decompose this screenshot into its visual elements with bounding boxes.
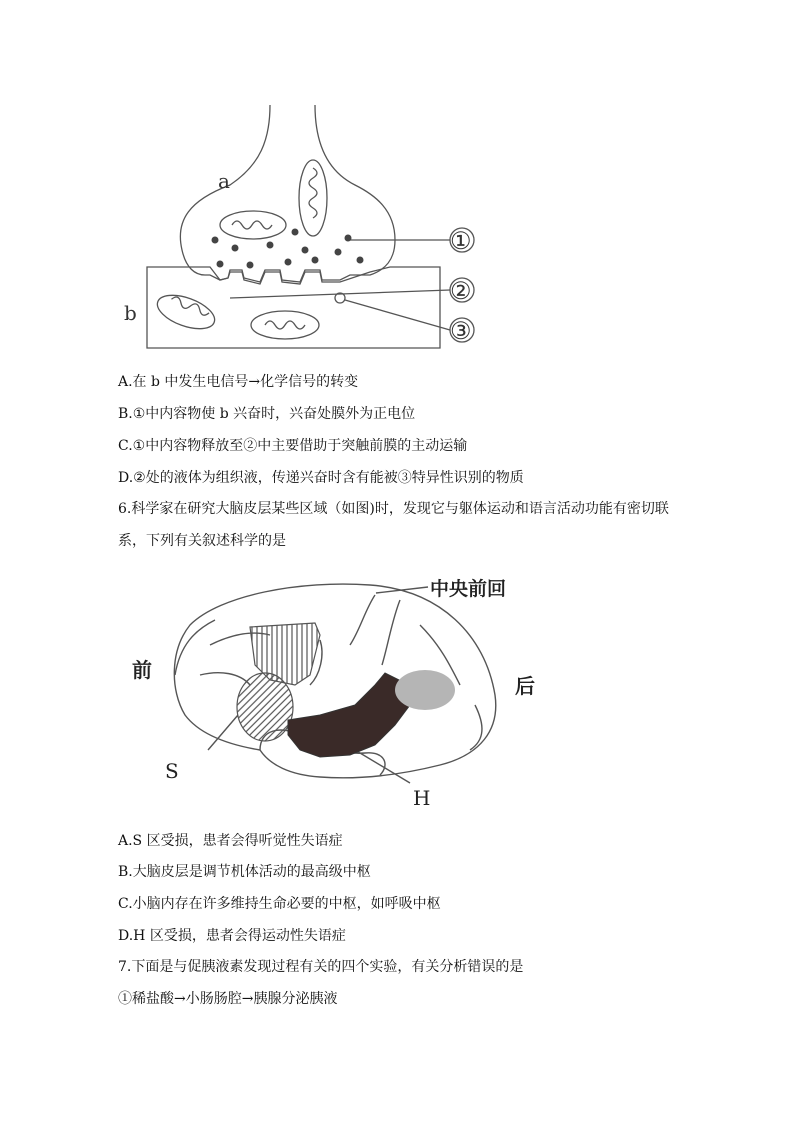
q7-stem: 7.下面是与促胰液素发现过程有关的四个实验，有关分析错误的是 xyxy=(118,959,524,975)
q6-stem-line2: 系，下列有关叙述科学的是 xyxy=(118,533,286,549)
q5-option-a: A.在 b 中发生电信号→化学信号的转变 xyxy=(118,374,359,390)
label-front: 前 xyxy=(132,658,152,682)
label-h: H xyxy=(413,786,431,810)
q5-option-c: C.①中内容物释放至②中主要借助于突触前膜的主动运输 xyxy=(118,438,468,454)
q5-option-d: D.②处的液体为组织液，传递兴奋时含有能被③特异性识别的物质 xyxy=(118,470,524,486)
label-b: b xyxy=(124,301,137,325)
q6-stem-line1: 6.科学家在研究大脑皮层某些区域（如图)时，发现它与躯体运动和语言活动功能有密切联 xyxy=(118,501,669,517)
label-s: S xyxy=(165,759,179,783)
q5-option-b: B.①中内容物使 b 兴奋时，兴奋处膜外为正电位 xyxy=(118,406,416,422)
marker-3: ③ xyxy=(450,317,472,345)
marker-2: ② xyxy=(450,277,472,305)
q6-option-b: B.大脑皮层是调节机体活动的最高级中枢 xyxy=(118,864,371,880)
label-a: a xyxy=(218,169,230,193)
q6-option-a: A.S 区受损，患者会得听觉性失语症 xyxy=(118,833,343,849)
marker-1: ① xyxy=(450,227,472,255)
q6-option-c: C.小脑内存在许多维持生命必要的中枢，如呼吸中枢 xyxy=(118,896,441,912)
q6-option-d: D.H 区受损，患者会得运动性失语症 xyxy=(118,928,346,944)
synapse-figure xyxy=(110,100,500,355)
q7-item-1: ①稀盐酸→小肠肠腔→胰腺分泌胰液 xyxy=(118,991,338,1007)
label-back: 后 xyxy=(515,674,535,698)
label-central-gyrus: 中央前回 xyxy=(430,578,507,600)
brain-figure xyxy=(120,565,560,815)
